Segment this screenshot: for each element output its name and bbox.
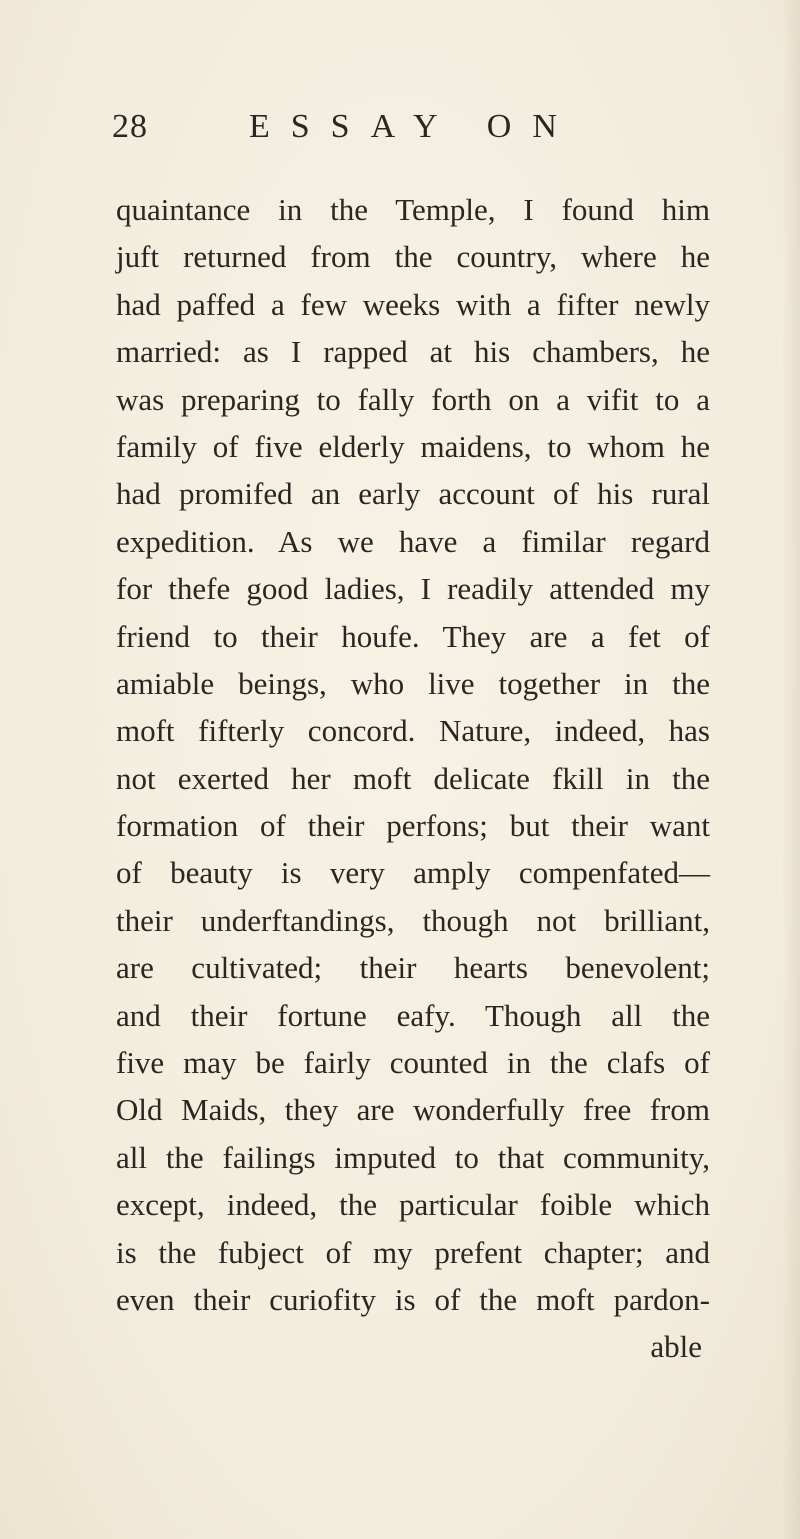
text-line: for thefe good ladies, I readily attended my — [116, 571, 710, 607]
text-line: juft returned from the country, where he — [116, 239, 710, 275]
text-line: family of five elderly maidens, to whom he — [116, 428, 710, 464]
text-line: was preparing to fally forth on a vifit to a — [116, 381, 710, 417]
text-line: Old Maids, they are wonderfully free from — [116, 1092, 710, 1128]
text-line: their underftandings, though not brilliant, — [116, 902, 710, 938]
text-line: of beauty is very amply compenfated— — [116, 855, 710, 891]
text-line: married: as I rapped at his chambers, he — [116, 334, 710, 370]
text-line: had paffed a few weeks with a fifter newly — [116, 286, 710, 322]
text-line: friend to their houfe. They are a fet of — [116, 618, 710, 654]
text-line: not exerted her moft delicate fkill in the — [116, 760, 710, 796]
text-line: moft fifterly concord. Nature, indeed, has — [116, 713, 710, 749]
text-line: expedition. As we have a fimilar regard — [116, 523, 710, 559]
page-header — [112, 108, 672, 158]
text-line: five may be fairly counted in the clafs of — [116, 1045, 710, 1081]
text-line: is the fubject of my prefent chapter; and — [116, 1234, 710, 1270]
text-line: amiable beings, who live together in the — [116, 665, 710, 701]
text-line: and their fortune eafy. Though all the — [116, 997, 710, 1033]
text-line: quaintance in the Temple, I found him — [116, 192, 710, 227]
text-line: are cultivated; their hearts benevolent; — [116, 950, 710, 986]
text-line: formation of their perfons; but their want — [116, 808, 710, 844]
running-head: ESSAY ON — [249, 108, 578, 145]
page-edge-shadow — [782, 0, 800, 1539]
text-line: all the failings imputed to that community, — [116, 1139, 710, 1175]
page-number: 28 — [112, 108, 148, 145]
catchword: able — [650, 1329, 702, 1365]
text-line: even their curiofity is of the moft pardon- — [116, 1281, 710, 1317]
text-line: except, indeed, the particular foible which — [116, 1187, 710, 1223]
text-line: had promifed an early account of his rural — [116, 476, 710, 512]
body-text — [116, 186, 710, 1371]
